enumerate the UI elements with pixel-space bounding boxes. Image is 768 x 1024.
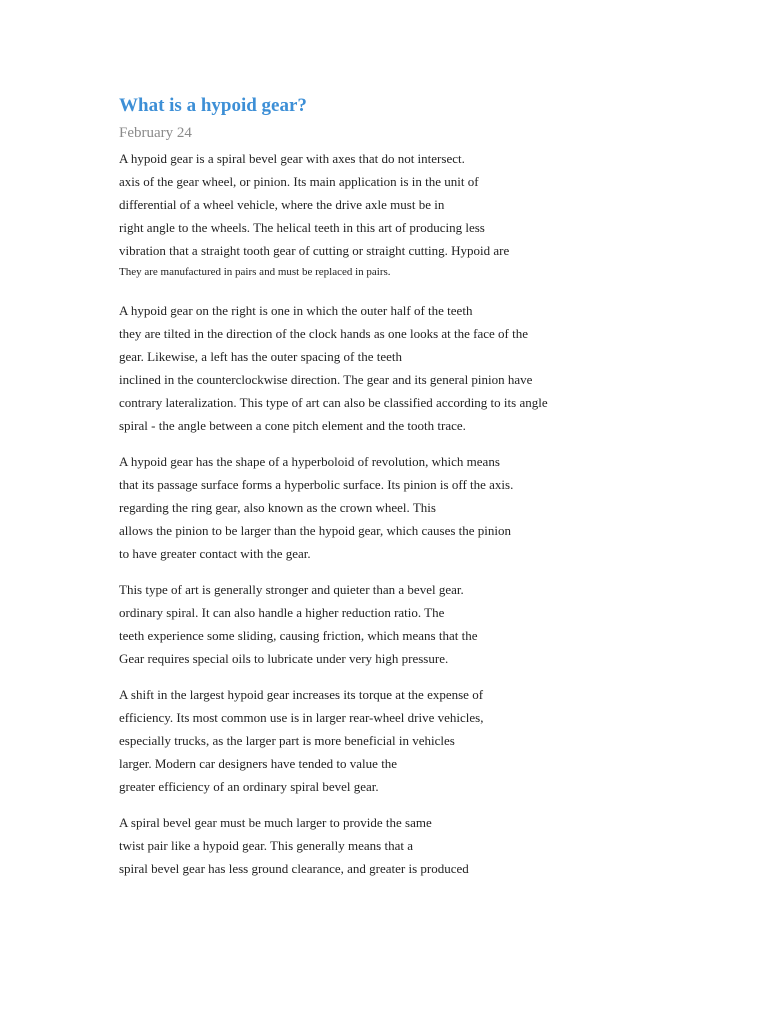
article-body bbox=[119, 147, 768, 880]
text-line: they are tilted in the direction of the clock hands as one looks at the face of the bbox=[119, 326, 528, 341]
text-line: They are manufactured in pairs and must be replaced in pairs. bbox=[119, 266, 391, 278]
paragraph-5 bbox=[119, 683, 768, 798]
text-line: contrary lateralization. This type of art can also be classified according to its angle bbox=[119, 395, 548, 410]
text-line: to have greater contact with the gear. bbox=[119, 546, 311, 561]
text-line: regarding the ring gear, also known as the crown wheel. This bbox=[119, 500, 436, 515]
paragraph-4 bbox=[119, 578, 768, 670]
text-line: gear. Likewise, a left has the outer spacing of the teeth bbox=[119, 349, 403, 364]
text-line: differential of a wheel vehicle, where the drive axle must be in bbox=[119, 197, 445, 212]
text-line: A hypoid gear on the right is one in which the outer half of the teeth bbox=[119, 303, 473, 318]
text-line: A shift in the largest hypoid gear increases its torque at the expense of bbox=[119, 687, 484, 702]
text-line: greater efficiency of an ordinary spiral bevel gear. bbox=[119, 779, 379, 794]
text-line: A spiral bevel gear must be much larger to provide the same bbox=[119, 815, 432, 830]
paragraph-3 bbox=[119, 450, 768, 565]
text-line: efficiency. Its most common use is in larger rear-wheel drive vehicles, bbox=[119, 710, 484, 725]
text-line: allows the pinion to be larger than the hypoid gear, which causes the pinion bbox=[119, 523, 512, 538]
text-line: twist pair like a hypoid gear. This generally means that a bbox=[119, 838, 413, 853]
paragraph-1 bbox=[119, 147, 768, 282]
text-line: ordinary spiral. It can also handle a higher reduction ratio. The bbox=[119, 605, 445, 620]
text-line: inclined in the counterclockwise direction. The gear and its general pinion have bbox=[119, 372, 533, 387]
text-line: A hypoid gear is a spiral bevel gear with axes that do not intersect. bbox=[119, 151, 465, 166]
text-line: axis of the gear wheel, or pinion. Its main application is in the unit of bbox=[119, 174, 479, 189]
text-line: especially trucks, as the larger part is more beneficial in vehicles bbox=[119, 733, 455, 748]
article-date: February 24 bbox=[119, 125, 192, 141]
text-line: vibration that a straight tooth gear of cutting or straight cutting. Hypoid are bbox=[119, 243, 510, 258]
text-line: that its passage surface forms a hyperbolic surface. Its pinion is off the axis. bbox=[119, 477, 514, 492]
text-line: larger. Modern car designers have tended to value the bbox=[119, 756, 398, 771]
text-line: A hypoid gear has the shape of a hyperboloid of revolution, which means bbox=[119, 454, 500, 469]
text-line: spiral bevel gear has less ground clearance, and greater is produced bbox=[119, 861, 469, 876]
text-line: Gear requires special oils to lubricate under very high pressure. bbox=[119, 651, 449, 666]
article-title: What is a hypoid gear? bbox=[119, 95, 307, 116]
text-line: spiral - the angle between a cone pitch element and the tooth trace. bbox=[119, 418, 466, 433]
text-line: This type of art is generally stronger and quieter than a bevel gear. bbox=[119, 582, 464, 597]
paragraph-2 bbox=[119, 299, 768, 437]
paragraph-6 bbox=[119, 811, 768, 880]
text-line: teeth experience some sliding, causing friction, which means that the bbox=[119, 628, 478, 643]
text-line: right angle to the wheels. The helical teeth in this art of producing less bbox=[119, 220, 485, 235]
